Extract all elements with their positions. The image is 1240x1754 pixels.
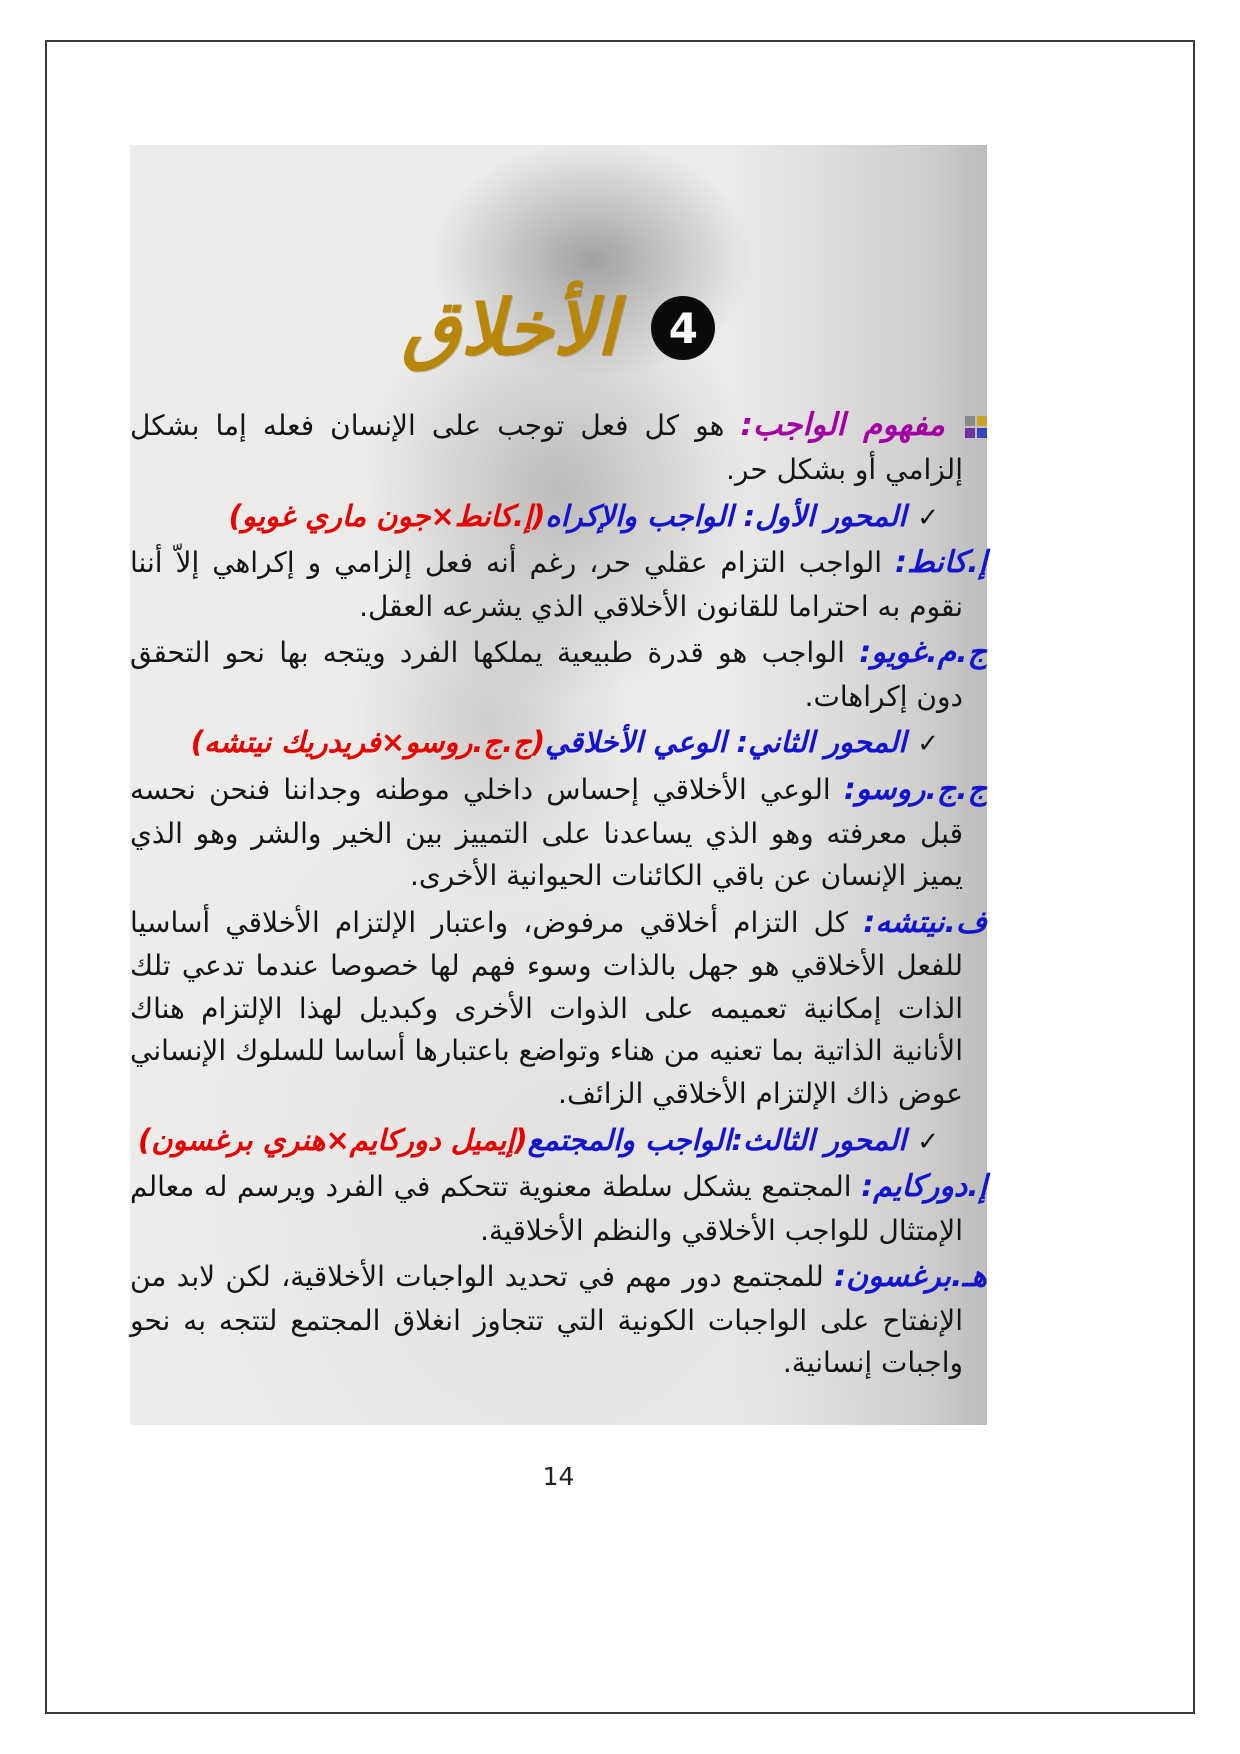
- entry-paragraph: [130, 900, 987, 1116]
- philosopher-name: ج.ج.روسو:: [843, 772, 987, 808]
- section-3-heading-text: المحور الثالث:الواجب والمجتمع: [527, 1122, 907, 1157]
- philosopher-position: الوعي الأخلاقي إحساس داخلي موطنه وجداننا فنحن نحسه قبل معرفته وهو الذي يساعدنا على التمييز بين الخير والشر وهو الذي يميز الإنسان عن باقي الكائنات الحيوانية الأخرى.: [130, 773, 963, 893]
- philosopher-position: الواجب هو قدرة طبيعية يملكها الفرد ويتجه بها نحو التحقق دون إكراهات.: [130, 636, 963, 713]
- section-1-philosophers: (إ.كانط×جون ماري غويو): [228, 498, 546, 533]
- section-2-philosophers: (ج.ج.روسو×فريدريك نيتشه): [190, 725, 546, 760]
- philosopher-position: للمجتمع دور مهم في تحديد الواجبات الأخلاقية، لكن لابد من الإنفتاح على الواجبات الكونية التي تتجاوز انغلاق المجتمع لتتجه به نحو واجبات إنسانية.: [130, 1260, 963, 1380]
- entry-paragraph: [130, 540, 987, 628]
- philosopher-name: ف.نيتشه:: [863, 904, 987, 940]
- philosopher-name: إ.كانط:: [895, 545, 987, 581]
- section-2-heading-text: المحور الثاني: الوعي الأخلاقي: [545, 725, 907, 760]
- philosopher-position: الواجب التزام عقلي حر، رغم أنه فعل إلزامي و إكراهي إلاّ أننا نقوم به احتراما للقانون الأخلاقي الذي يشرعه العقل.: [130, 546, 963, 623]
- section-2-heading: [130, 720, 987, 765]
- page-number: 14: [542, 1462, 575, 1491]
- section-3-heading: [130, 1118, 987, 1163]
- chapter-number-badge: [651, 296, 715, 360]
- page-title: الأخلاق: [401, 283, 618, 372]
- philosopher-name: هـ.برغسون:: [834, 1259, 987, 1295]
- philosopher-position: كل التزام أخلاقي مرفوض، واعتبار الإلتزام الأخلاقي أساسيا للفعل الأخلاقي هو جهل بالذات وسوء فهم لها خصوصا عندما تدعي تلك الذات إمكانية تعميمه على الذوات الأخرى وكبديل لهذا الإلتزام هناك الأنانية الذاتية بما تعنيه من هناء وتواضع باعتبارها أساسا للسلوك الإنساني عوض ذاك الإلتزام الأخلاقي الزائف.: [130, 905, 963, 1110]
- checkmark-icon: ✓: [917, 502, 939, 533]
- section-1-heading: [130, 494, 987, 539]
- entry-paragraph: [130, 1164, 987, 1252]
- philosopher-name: إ.دوركايم:: [861, 1169, 987, 1205]
- section-3-philosophers: (إيميل دوركايم×هنري برغسون): [137, 1122, 528, 1157]
- chapter-title-row: [130, 268, 987, 388]
- philosopher-position: المجتمع يشكل سلطة معنوية تتحكم في الفرد ويرسم له معالم الإمتثال للواجب الأخلاقي والنظم الأخلاقية.: [130, 1170, 963, 1247]
- section-1-heading-text: المحور الأول: الواجب والإكراه: [545, 498, 907, 533]
- philosopher-name: ج.م.غويو:: [859, 635, 987, 671]
- intro-text: هو كل فعل توجب على الإنسان فعله إما بشكل إلزامي أو بشكل حر.: [130, 409, 963, 487]
- page-content: [130, 268, 987, 1387]
- checkmark-icon: ✓: [917, 1126, 939, 1157]
- chapter-number: 4: [668, 303, 699, 353]
- entry-paragraph: [130, 630, 987, 718]
- colored-squares-icon: [965, 416, 987, 438]
- intro-term-label: مفهوم الواجب:: [740, 407, 945, 443]
- entry-paragraph: [130, 1254, 987, 1385]
- intro-paragraph: [130, 402, 987, 492]
- checkmark-icon: ✓: [917, 729, 939, 760]
- entry-paragraph: [130, 767, 987, 898]
